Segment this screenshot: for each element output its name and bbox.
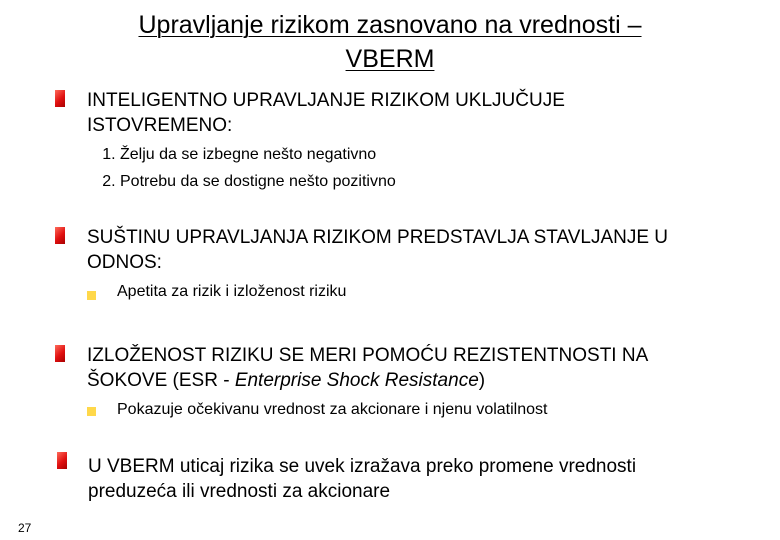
list-item: 2. Potrebu da se dostigne nešto pozitivno: [120, 168, 587, 195]
slide-title: [60, 8, 720, 76]
title-line-1: Upravljanje rizikom zasnovano na vrednosti –: [138, 11, 642, 39]
red-square-bullet-icon: [55, 90, 65, 107]
red-square-bullet-icon: [57, 452, 67, 469]
red-square-bullet-icon: [55, 227, 65, 244]
title-line-2: VBERM: [345, 45, 435, 73]
numbered-list: [87, 141, 587, 195]
block-2-sub: Apetita za rizik i izloženost riziku: [117, 283, 347, 300]
block-1-list: [87, 141, 587, 195]
yellow-square-bullet-icon: [87, 407, 96, 416]
red-square-bullet-icon: [55, 345, 65, 362]
block-1-heading: INTELIGENTNO UPRAVLJANJE RIZIKOM UKLJUČUJE ISTOVREMENO:: [87, 90, 565, 136]
page-number: 27: [18, 521, 32, 535]
block-3-heading-text: IZLOŽENOST RIZIKU SE MERI POMOĆU REZISTENTNOSTI NA ŠOKOVE (ESR -: [87, 345, 648, 391]
block-3-sub: Pokazuje očekivanu vrednost za akcionare i njenu volatilnost: [117, 401, 548, 418]
block-3-heading-italic: Enterprise Shock Resistance: [234, 370, 479, 391]
block-3-heading: [87, 343, 707, 393]
block-2-heading: SUŠTINU UPRAVLJANJA RIZIKOM PREDSTAVLJA STAVLJANJE U ODNOS:: [87, 227, 669, 273]
block-4-heading: U VBERM uticaj rizika se uvek izražava preko promene vrednosti preduzeća ili vrednosti za akcionare: [88, 456, 637, 502]
yellow-square-bullet-icon: [87, 291, 96, 300]
list-item: 1. Želju da se izbegne nešto negativno: [120, 141, 587, 168]
block-3-heading-suffix: ): [478, 370, 486, 391]
